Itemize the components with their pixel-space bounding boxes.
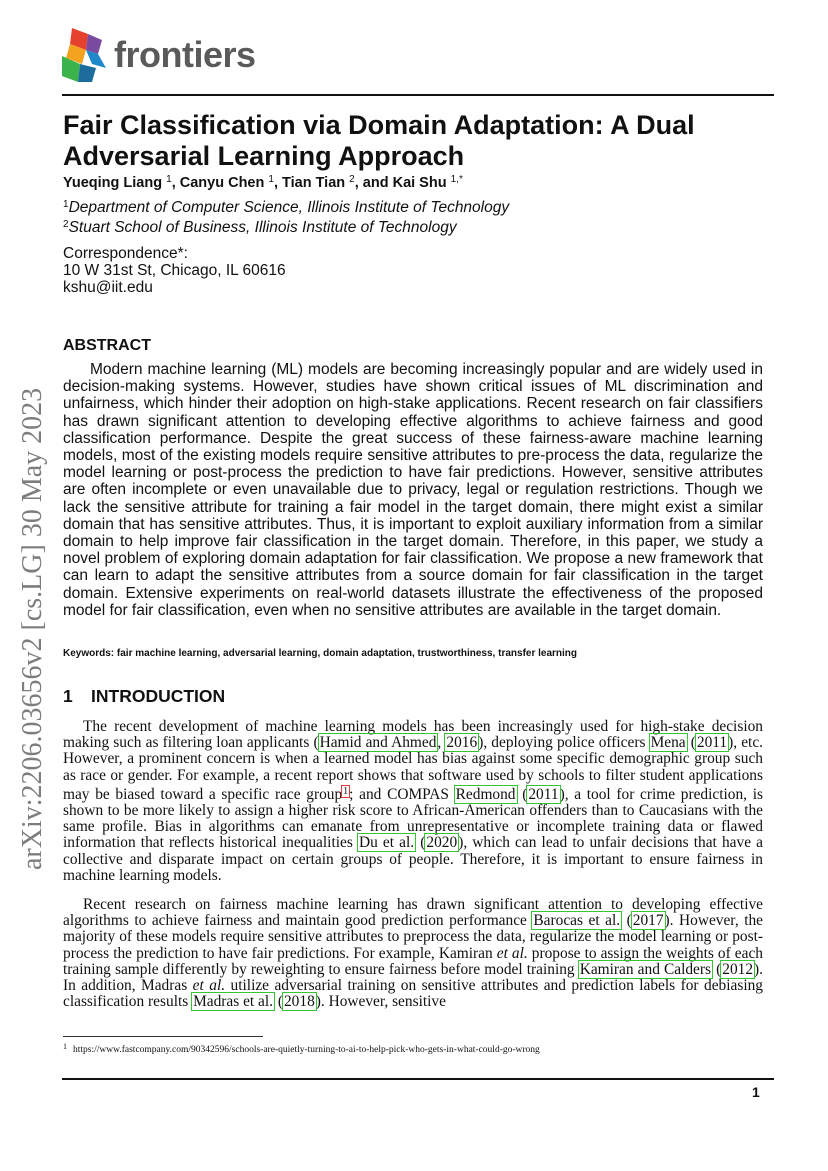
citation-link[interactable]: Kamiran and Calders xyxy=(579,960,712,978)
keywords xyxy=(63,648,577,659)
citation-link[interactable]: 2012 xyxy=(722,960,754,978)
citation-link[interactable]: 2020 xyxy=(426,834,458,852)
citation-link[interactable]: Du et al. xyxy=(358,834,415,852)
section-heading-introduction xyxy=(63,686,225,707)
intro-paragraph-1 xyxy=(63,719,763,884)
logo-cube-teal xyxy=(78,64,96,82)
paragraph-text: ), a tool for crime prediction, is shown to be more likely to assign a higher risk score to African-American offenders than to Caucasians with the same profile. Bias in algorithms can emanate from unrepresentative or incomplete training data or flawed information that reflects historical inequalities xyxy=(63,785,763,852)
italic-text: et al. xyxy=(496,944,528,962)
header-rule xyxy=(62,94,774,96)
paragraph-text: utilize adversarial training on sensitive attributes and prediction labels for debiasing classification results xyxy=(63,977,764,1011)
paragraph-text: ), which can lead to unfair decisions that have a collective and disparate impact on certain groups of people. Therefore, it is important to ensure fairness in machine learning models. xyxy=(63,834,764,884)
correspondence-label: Correspondence*: xyxy=(63,245,188,262)
citation-link[interactable]: Hamid and Ahmed xyxy=(319,734,437,752)
footer-rule xyxy=(62,1078,774,1080)
citation-link[interactable]: 2011 xyxy=(696,734,728,752)
author-separator: , xyxy=(171,175,180,191)
page-number: 1 xyxy=(752,1084,760,1100)
arxiv-identifier-stamp: arXiv:2206.03656v2 [cs.LG] 30 May 2023 xyxy=(17,387,48,870)
abstract-body: Modern machine learning (ML) models are becoming increasingly popular and are widely used in decision-making systems. However, studies have shown critical issues of ML discrimination and unfairness, which hinder their adoption on high-stake applications. Recent research on fair classifiers has drawn significant attention to developing effective algorithms to achieve fairness and good classification performance. Despite the great success of these fairness-aware machine learning models, most of the existing models require sensitive attributes to pre-process the data, regularize the model learning or post-process the prediction to have fair predictions. However, sensitive attributes are often incomplete or even unavailable due to privacy, legal or regulation restrictions. Though we lack the sensitive attribute for training a fair model in the target domain, there might exist a similar domain that has sensitive attributes. Thus, it is important to exploit auxiliary information from a similar domain to help improve fair classification in the target domain. Therefore, in this paper, we study a novel problem of exploring domain adaptation for fair classification. We propose a new framework that can learn to adapt the sensitive attributes from a source domain for fair classification in the target domain. Extensive experiments on real-world datasets illustrate the effectiveness of the proposed model for fair classification, even when no sensitive attributes are available in the target domain. xyxy=(63,361,763,619)
author-list xyxy=(63,174,463,191)
paragraph-text: ). However, the majority of these models require sensitive attributes to preprocess the data, regularize the model learning or post-process the prediction to have fair predictions. For example, Kamiran xyxy=(63,912,763,962)
paragraph-text: ). In addition, Madras xyxy=(63,960,764,995)
citation-link[interactable]: 2011 xyxy=(528,785,559,803)
section-number: 1 xyxy=(63,686,73,706)
paragraph-text: ( xyxy=(621,912,632,930)
author-name: Yueqing Liang xyxy=(63,175,163,191)
intro-paragraph-2 xyxy=(63,897,763,1010)
citation-link[interactable]: 2018 xyxy=(283,993,315,1011)
paragraph-text: Recent research on fairness machine learning has drawn significant attention to developing effective algorithms to achieve fairness and maintain good prediction performance xyxy=(63,896,763,930)
affiliation-1 xyxy=(63,199,509,217)
citation-link[interactable]: Barocas et al. xyxy=(533,912,621,930)
footnote-reference-link[interactable]: 1 xyxy=(343,785,349,797)
paragraph-text: ). However, sensitive xyxy=(315,993,446,1011)
affiliation-mark: 1 xyxy=(63,199,69,210)
author-separator: , xyxy=(273,175,282,191)
paragraph-text: ( xyxy=(415,834,426,852)
affiliation-mark: 2 xyxy=(63,219,69,230)
footnote xyxy=(63,1042,540,1055)
paragraph-text: ), etc. However, a prominent concern is when a learned model has bias against some specific demographic group such as race or gender. For example, a recent report shows that software used by schools to filter student applications may be biased toward a specific race group xyxy=(63,734,763,803)
journal-name: frontiers xyxy=(114,34,256,75)
author-affil-mark: 1 xyxy=(268,174,274,185)
affiliation-text: Department of Computer Science, Illinois Institute of Technology xyxy=(68,199,510,216)
paragraph-text: ( xyxy=(712,960,722,978)
paragraph-text: ( xyxy=(274,993,283,1011)
keywords-label: Keywords: xyxy=(63,648,115,659)
paragraph-text: ( xyxy=(516,785,528,803)
paragraph-text: ; and COMPAS xyxy=(349,785,455,803)
citation-link[interactable]: Madras et al. xyxy=(193,993,273,1011)
paragraph-text: , xyxy=(437,734,446,752)
footnote-rule xyxy=(63,1036,263,1037)
paragraph-text: ), deploying police officers xyxy=(478,734,650,752)
citation-link[interactable]: 2017 xyxy=(632,912,664,930)
frontiers-logo xyxy=(62,28,272,84)
paragraph-text: The recent development of machine learning models has been increasingly used for high-stake decision making such as filtering loan applicants ( xyxy=(63,718,763,752)
author-name: Tian Tian xyxy=(282,175,346,191)
footnote-url[interactable]: https://www.fastcompany.com/90342596/schools-are-quietly-turning-to-ai-to-help-pick-who-gets-in-what-could-go-wrong xyxy=(73,1045,540,1055)
footnote-mark: 1 xyxy=(63,1042,67,1051)
abstract-heading: ABSTRACT xyxy=(63,337,151,354)
correspondence-address: 10 W 31st St, Chicago, IL 60616 xyxy=(63,262,286,279)
author-affil-mark: 1,* xyxy=(450,174,463,185)
author-separator: , and xyxy=(354,175,393,191)
affiliation-text: Stuart School of Business, Illinois Institute of Technology xyxy=(68,219,457,236)
keywords-list: fair machine learning, adversarial learning, domain adaptation, trustworthiness, transfer learning xyxy=(116,648,578,659)
author-affil-mark: 2 xyxy=(349,174,355,185)
citation-link[interactable]: Redmond xyxy=(455,785,516,803)
italic-text: et al. xyxy=(192,977,226,995)
frontiers-logo-icon xyxy=(62,28,112,84)
section-title: INTRODUCTION xyxy=(91,686,226,706)
paragraph-text: ( xyxy=(686,734,696,752)
author-affil-mark: 1 xyxy=(166,174,172,185)
affiliation-2 xyxy=(63,219,457,237)
paper-title: Fair Classification via Domain Adaptation: A Dual Adversarial Learning Approach xyxy=(63,110,695,171)
author-name: Kai Shu xyxy=(392,175,447,191)
citation-link[interactable]: Mena xyxy=(650,734,686,752)
citation-link[interactable]: 2016 xyxy=(446,734,478,752)
author-name: Canyu Chen xyxy=(179,175,265,191)
correspondence-email[interactable]: kshu@iit.edu xyxy=(63,279,153,296)
paragraph-text: propose to assign the weights of each training sample differently by reweighting to ensure fairness before model training xyxy=(63,944,763,978)
